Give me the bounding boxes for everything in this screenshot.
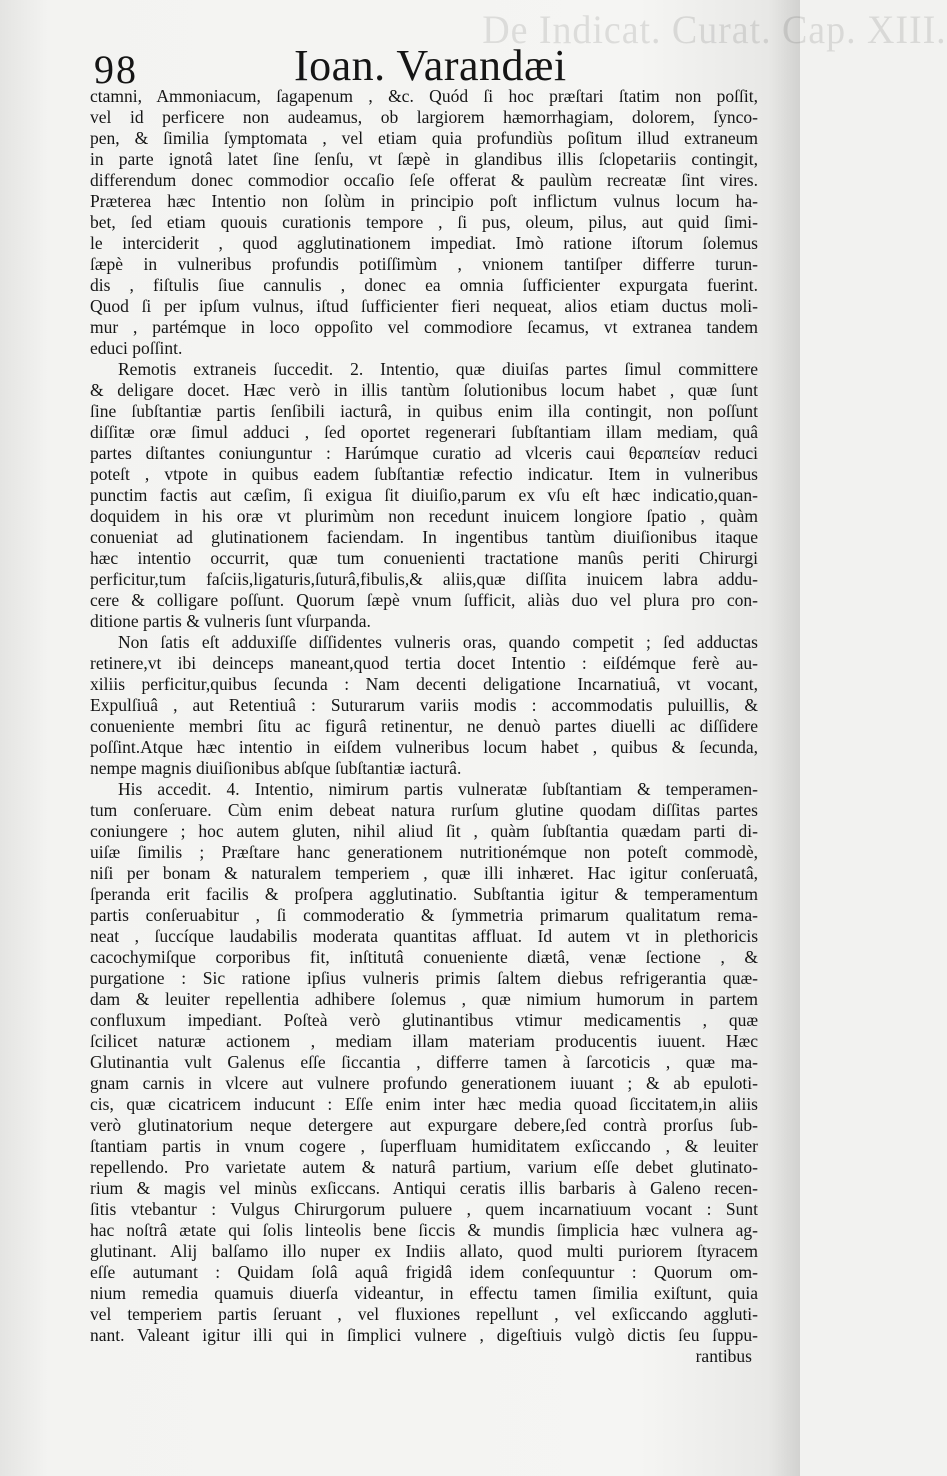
text-line: educi poſſint. bbox=[90, 338, 183, 358]
text-line: bet, ſed etiam quouis curationis tempore , ſi pus, oleum, pilus, aut quid ſimi- bbox=[90, 212, 758, 232]
text-line: uiſæ ſimilis ; Præſtare hanc generationem nutritionémque non poteſt commodè, bbox=[90, 842, 758, 862]
text-line: ctamni, Ammoniacum, ſagapenum , &c. Quód ſi hoc præſtari ſtatim non poſſit, bbox=[90, 86, 758, 106]
text-line: Præterea hæc Intentio non ſolùm in principio poſt inflictum vulnus locum ha- bbox=[90, 191, 758, 211]
text-line: le interciderit , quod agglutinationem impediat. Imò ratione iſtorum ſolemus bbox=[90, 233, 758, 253]
text-line: Non ſatis eſt adduxiſſe diſſidentes vulneris oras, quando competit ; ſed adductas bbox=[118, 632, 758, 652]
text-line: purgatione : Sic ratione ipſius vulneris primis ſaltem diebus refrigerantia quæ- bbox=[90, 968, 758, 988]
text-line: partes diſtantes coniunguntur : Harúmque curatio ad vlceris caui θεραπείαν reduci bbox=[90, 443, 758, 463]
text-line: Remotis extraneis ſuccedit. 2. Intentio, quæ diuiſas partes ſimul committere bbox=[118, 359, 758, 379]
text-line: poſſint.Atque hæc intentio in eiſdem vulneribus locum habet , quibus & ſecunda, bbox=[90, 737, 758, 757]
text-line: gnam carnis in vlcere aut vulnere profundo generationem iuuant ; & ab epuloti- bbox=[90, 1073, 758, 1093]
text-line: vel temperiem partis ſeruant , vel fluxiones repellunt , vel exſiccando aggluti- bbox=[90, 1304, 758, 1324]
text-line: perficitur,tum faſciis,ligaturis,ſuturâ,fibulis,& aliis,quæ diſſita inuicem labra addu- bbox=[90, 569, 758, 589]
text-line: mur , partémque in loco oppoſito vel commodiore ſecamus, vt extranea tandem bbox=[90, 317, 758, 337]
text-line: repellendo. Pro varietate autem & naturâ partium, varium eſſe debet glutinato- bbox=[90, 1157, 758, 1177]
text-line: ſæpè in vulneribus profundis potiſſimùm , vnionem tantiſper differre turun- bbox=[90, 254, 758, 274]
text-line: conueniat ad glutinationem faciendam. In ingentibus tantùm diuiſionibus itaque bbox=[90, 527, 758, 547]
text-line: punctim factis aut cæſim, ſi exigua ſit diuiſio,parum ex vſu eſt hæc indicatio,quan- bbox=[90, 485, 758, 505]
body-text bbox=[90, 86, 758, 1367]
text-line: & deligare docet. Hæc verò in illis tantùm ſolutionibus locum habet , quæ ſunt bbox=[90, 380, 758, 400]
text-line: cis, quæ cicatricem inducunt : Eſſe enim inter hæc media quoad ſiccitatem,in aliis bbox=[90, 1094, 758, 1114]
running-head: Ioan. Varandæi bbox=[294, 41, 567, 90]
text-line: glutinant. Alij balſamo illo nuper ex Indiis allato, quod multi puriorem ſtyracem bbox=[90, 1241, 758, 1261]
text-line: cacochymiſque corporibus fit, inſtitutâ conueniente diætâ, venæ ſectione , & bbox=[90, 947, 758, 967]
text-line: Glutinantia vult Galenus eſſe ſiccantia , differre tamen à ſarcoticis , quæ ma- bbox=[90, 1052, 758, 1072]
text-line: coniungere ; hoc autem gluten, nihil aliud ſit , quàm ſubſtantia quædam parti di- bbox=[90, 821, 758, 841]
text-line: in parte ignotâ latet ſine ſenſu, vt ſæpè in glandibus illis ſclopetariis contingit, bbox=[90, 149, 758, 169]
text-line: ditione partis & vulneris ſunt vſurpanda. bbox=[90, 611, 371, 631]
text-line: ſine ſubſtantiæ partis ſenſibili iacturâ, in quibus enim illa contingit, non poſſunt bbox=[90, 401, 758, 421]
text-line: cere & colligare poſſunt. Quorum ſæpè vnum ſufficit, aliàs duo vel plura pro con- bbox=[90, 590, 758, 610]
text-line: pen, & ſimilia ſymptomata , vel etiam quia profundiùs poſitum illud extraneum bbox=[90, 128, 758, 148]
text-line: ſcilicet naturæ actionem , mediam illam materiam producentis iuuent. Hæc bbox=[90, 1031, 758, 1051]
text-line: tum conſeruare. Cùm enim debeat natura rurſum glutine quodam diſſitas partes bbox=[90, 800, 758, 820]
text-line: Quod ſi per ipſum vulnus, iſtud ſufficienter fieri nequeat, alios etiam ductus moli- bbox=[90, 296, 758, 316]
text-line: nempe magnis diuiſionibus abſque ſubſtantiæ iacturâ. bbox=[90, 758, 462, 778]
text-line: diſſitæ oræ ſimul adduci , ſed oportet regenerari ſubſtantiam illam mediam, quâ bbox=[90, 422, 758, 442]
text-line: verò glutinatorium neque detergere aut expurgare debere,ſed contrà prorſus ſub- bbox=[90, 1115, 758, 1135]
text-line: dam & leuiter repellentia adhibere ſolemus , quæ nimium humorum in partem bbox=[90, 989, 758, 1009]
text-line: differendum donec commodior occaſio ſeſe offerat & paulùm recreatæ ſint vires. bbox=[90, 170, 758, 190]
page-number: 98 bbox=[94, 47, 138, 92]
text-line: ſitis vtebantur : Vulgus Chirurgorum puluere , quem incarnatiuum vocant : Sunt bbox=[90, 1199, 758, 1219]
text-line: vel id perficere non audeamus, ob largiorem hæmorrhagiam, dolorem, ſynco- bbox=[90, 107, 758, 127]
text-line: His accedit. 4. Intentio, nimirum partis vulneratæ ſubſtantiam & temperamen- bbox=[118, 779, 758, 799]
text-line: ſtantiam partis in vnum cogere , ſuperfluam humiditatem exſiccando , & leuiter bbox=[90, 1136, 758, 1156]
text-line: confluxum impediant. Poſteà verò glutinantibus vtimur medicamentis , quæ bbox=[90, 1010, 758, 1030]
text-line: niſi per bonam & naturalem temperiem , quæ illi inhæret. Hac igitur conſeruatâ, bbox=[90, 863, 758, 883]
text-line: conueniente membri ſitu ac figurâ retinentur, ne denuò partes diuelli ac diſſidere bbox=[90, 716, 758, 736]
text-line: Expulſiuâ , aut Retentiuâ : Suturarum variis modis : accommodatis puluillis, & bbox=[90, 695, 758, 715]
text-line: rium & magis vel minùs exſiccans. Antiqui ceratis illis barbaris à Galeno recen- bbox=[90, 1178, 758, 1198]
text-line: retinere,vt ibi deinceps maneant,quod tertia docet Intentio : eiſdémque ferè au- bbox=[90, 653, 758, 673]
text-line: ſperanda erit facilis & proſpera agglutinatio. Subſtantia igitur & temperamentum bbox=[90, 884, 758, 904]
text-line: xiliis perficitur,quibus ſecunda : Nam decenti deligatione Incarnatiuâ, vt vocant, bbox=[90, 674, 758, 694]
text-line: neat , ſuccíque laudabilis moderata quantitas affluat. Id autem vt in plethoricis bbox=[90, 926, 758, 946]
text-line: partis conſeruabitur , ſi commoderatio & ſymmetria primarum qualitatum rema- bbox=[90, 905, 758, 925]
text-line: nant. Valeant igitur illi qui in ſimplici vulnere , digeſtiuis vulgò dictis ſeu ſuppu- bbox=[90, 1325, 758, 1345]
text-line: hæc intentio occurrit, quæ tum conuenienti tractatione manûs periti Chirurgi bbox=[90, 548, 758, 568]
text-line: hac noſtrâ ætate qui ſolis linteolis bene ſiccis & mundis ſimplicia hæc vulnera ag- bbox=[90, 1220, 758, 1240]
text-line: nium remedia quamuis diuerſa videantur, in effectu tamen ſimilia exiſtunt, quia bbox=[90, 1283, 758, 1303]
text-line: dis , fiſtulis ſiue cannulis , donec ea omnia ſufficienter expurgata fuerint. bbox=[90, 275, 758, 295]
catchword: rantibus bbox=[695, 1346, 752, 1366]
text-line: eſſe autumant : Quidam ſolâ aquâ frigidâ idem conſequuntur : Quorum om- bbox=[90, 1262, 758, 1282]
text-line: doquidem in his oræ vt plurimùm non recedunt inuicem longiore ſpatio , quàm bbox=[90, 506, 758, 526]
text-line: poteſt , vtpote in quibus eadem ſubſtantiæ refectio indicatur. Item in vulneribus bbox=[90, 464, 758, 484]
bleed-through-text: De Indicat. Curat. Cap. XIII. bbox=[482, 7, 947, 52]
